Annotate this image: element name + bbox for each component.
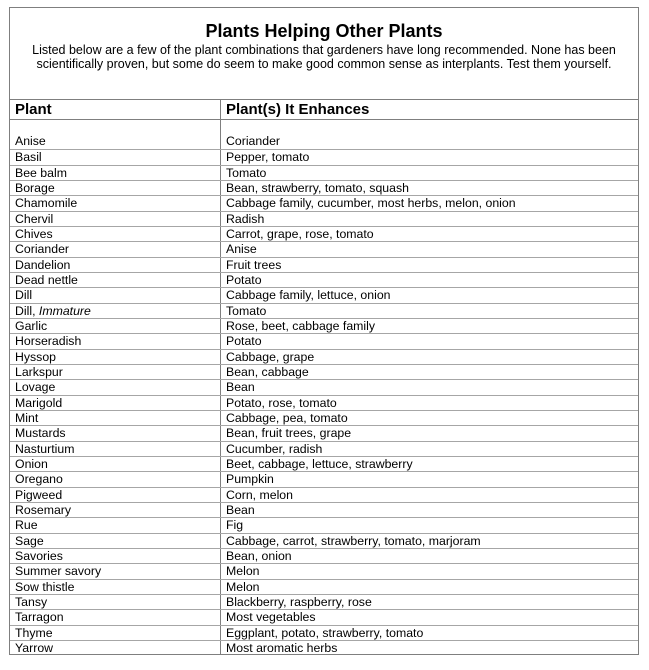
plant-name: Pigweed <box>15 487 63 502</box>
table-row <box>10 165 638 180</box>
plant-name: Lovage <box>15 380 56 395</box>
table-row <box>10 640 638 655</box>
enhances-cell: Most vegetables <box>226 610 316 625</box>
plant-cell <box>15 503 71 517</box>
title-block <box>10 8 638 100</box>
table-row <box>10 456 638 471</box>
table-row <box>10 318 638 333</box>
plant-cell <box>15 350 56 364</box>
plant-cell <box>15 212 53 226</box>
enhances-cell: Bean <box>226 502 255 517</box>
plant-name: Mint <box>15 410 39 425</box>
intro-text: Listed below are a few of the plant combinations that gardeners have long recommended. None has been scientifically proven, but some do seem to make good common sense as interplants. Test them yourself. <box>32 43 616 71</box>
table-row <box>10 502 638 517</box>
plant-name: Coriander <box>15 242 69 257</box>
enhances-cell: Rose, beet, cabbage family <box>226 318 376 333</box>
plant-name: Horseradish <box>15 334 82 349</box>
plant-name: Anise <box>15 134 46 148</box>
plant-name: Bee balm <box>15 165 67 180</box>
enhances-cell: Pumpkin <box>226 472 274 487</box>
plant-name: Chervil <box>15 211 54 226</box>
enhances-cell: Fig <box>226 518 244 533</box>
plant-cell <box>15 610 64 624</box>
plant-cell <box>15 380 55 394</box>
table-header <box>10 99 638 120</box>
enhances-cell: Cucumber, radish <box>226 441 323 456</box>
table-row <box>10 517 638 532</box>
enhances-cell: Cabbage, carrot, strawberry, tomato, marjoram <box>226 533 481 548</box>
plant-cell <box>15 242 69 256</box>
table-row <box>10 257 638 272</box>
enhances-cell: Carrot, grape, rose, tomato <box>226 226 374 241</box>
plant-cell <box>15 150 42 164</box>
enhances-cell: Pepper, tomato <box>226 150 310 165</box>
plant-cell <box>15 442 74 456</box>
header-plant: Plant <box>15 101 52 118</box>
plant-name: Tarragon <box>15 610 64 625</box>
plant-name: Yarrow <box>15 640 54 655</box>
enhances-cell: Cabbage family, lettuce, onion <box>226 288 391 303</box>
plant-cell <box>15 564 101 578</box>
enhances-cell: Melon <box>226 564 260 579</box>
enhances-cell: Blackberry, raspberry, rose <box>226 594 372 609</box>
enhances-cell: Corn, melon <box>226 487 293 502</box>
enhances-cell: Bean, onion <box>226 548 292 563</box>
plant-cell <box>15 319 47 333</box>
table-row <box>10 364 638 379</box>
enhances-cell: Bean, fruit trees, grape <box>226 426 352 441</box>
plant-name: Dead nettle <box>15 272 78 287</box>
table-row <box>10 609 638 624</box>
table-row <box>10 195 638 210</box>
table-row <box>10 487 638 502</box>
plant-name: Rue <box>15 518 38 533</box>
plant-cell <box>15 196 77 210</box>
plant-cell <box>15 227 53 241</box>
table-row <box>10 471 638 486</box>
enhances-cell: Cabbage family, cucumber, most herbs, melon, onion <box>226 196 516 211</box>
enhances-cell: Beet, cabbage, lettuce, strawberry <box>226 456 413 471</box>
enhances-cell: Tomato <box>226 303 267 318</box>
plant-cell <box>15 580 74 594</box>
enhances-cell: Cabbage, pea, tomato <box>226 410 348 425</box>
plant-name: Dandelion <box>15 257 71 272</box>
table-row <box>10 303 638 318</box>
document-table <box>9 7 639 655</box>
enhances-cell: Most aromatic herbs <box>226 640 338 655</box>
table-row <box>10 441 638 456</box>
enhances-cell: Bean <box>226 380 255 395</box>
enhances-cell: Melon <box>226 579 260 594</box>
plant-qualifier: Immature <box>38 303 91 318</box>
plant-cell <box>15 472 63 486</box>
enhances-cell: Potato <box>226 334 262 349</box>
plant-name: Hyssop <box>15 349 57 364</box>
enhances-cell: Fruit trees <box>226 257 282 272</box>
plant-name: Larkspur <box>15 364 63 379</box>
plant-cell <box>15 288 32 302</box>
plant-name: Borage <box>15 180 55 195</box>
plant-name: Chives <box>15 226 53 241</box>
enhances-cell: Cabbage, grape <box>226 349 315 364</box>
enhances-cell: Bean, cabbage <box>226 364 309 379</box>
table-row <box>10 226 638 241</box>
enhances-cell: Coriander <box>226 134 280 148</box>
enhances-cell: Bean, strawberry, tomato, squash <box>226 180 409 195</box>
plant-cell <box>15 273 78 287</box>
plant-name: Thyme <box>15 625 53 640</box>
enhances-cell: Radish <box>226 211 265 226</box>
plant-cell <box>15 595 47 609</box>
header-enhances: Plant(s) It Enhances <box>226 101 370 118</box>
plant-cell <box>15 426 66 440</box>
plant-cell <box>15 641 53 655</box>
plant-name: Oregano <box>15 472 63 487</box>
table-row <box>10 395 638 410</box>
plant-cell <box>15 304 91 318</box>
plant-name: Sow thistle <box>15 579 75 594</box>
plant-cell <box>15 549 63 563</box>
table-row <box>10 333 638 348</box>
table-row <box>10 134 638 149</box>
plant-name: Chamomile <box>15 196 78 211</box>
plant-name: Summer savory <box>15 564 102 579</box>
table-row <box>10 410 638 425</box>
table-row <box>10 579 638 594</box>
plant-name: Dill <box>15 288 33 303</box>
plant-cell <box>15 134 46 148</box>
table-row <box>10 211 638 226</box>
plant-cell <box>15 365 63 379</box>
plant-cell <box>15 334 81 348</box>
table-row <box>10 379 638 394</box>
plant-name: Tansy <box>15 594 48 609</box>
plant-name: Mustards <box>15 426 66 441</box>
table-row <box>10 563 638 578</box>
table-row <box>10 149 638 164</box>
enhances-cell: Potato, rose, tomato <box>226 395 337 410</box>
plant-cell <box>15 518 38 532</box>
table-row <box>10 180 638 195</box>
plant-cell <box>15 166 67 180</box>
enhances-cell: Eggplant, potato, strawberry, tomato <box>226 625 424 640</box>
blank-row <box>10 120 638 134</box>
plant-name: Rosemary <box>15 502 72 517</box>
plant-cell <box>15 457 48 471</box>
plant-name: Nasturtium <box>15 441 75 456</box>
plant-name: Marigold <box>15 395 63 410</box>
enhances-cell: Tomato <box>226 165 267 180</box>
plant-name: Dill, <box>15 303 39 318</box>
table-row <box>10 287 638 302</box>
enhances-cell: Potato <box>226 272 262 287</box>
plant-cell <box>15 626 53 640</box>
enhances-cell: Anise <box>226 242 257 257</box>
plant-cell <box>15 411 38 425</box>
table-row <box>10 548 638 563</box>
table-row <box>10 272 638 287</box>
plant-cell <box>15 258 70 272</box>
table-row <box>10 625 638 640</box>
plant-name: Sage <box>15 533 44 548</box>
plant-cell <box>15 181 55 195</box>
plant-name: Onion <box>15 456 48 471</box>
plant-cell <box>15 488 62 502</box>
table-body <box>10 134 638 655</box>
plant-cell <box>15 534 44 548</box>
table-row <box>10 425 638 440</box>
table-row <box>10 349 638 364</box>
plant-cell <box>15 396 62 410</box>
plant-name: Basil <box>15 150 42 165</box>
table-row <box>10 594 638 609</box>
plant-name: Savories <box>15 548 63 563</box>
table-row <box>10 533 638 548</box>
table-row <box>10 241 638 256</box>
plant-name: Garlic <box>15 318 48 333</box>
document-title: Plants Helping Other Plants <box>205 21 443 41</box>
